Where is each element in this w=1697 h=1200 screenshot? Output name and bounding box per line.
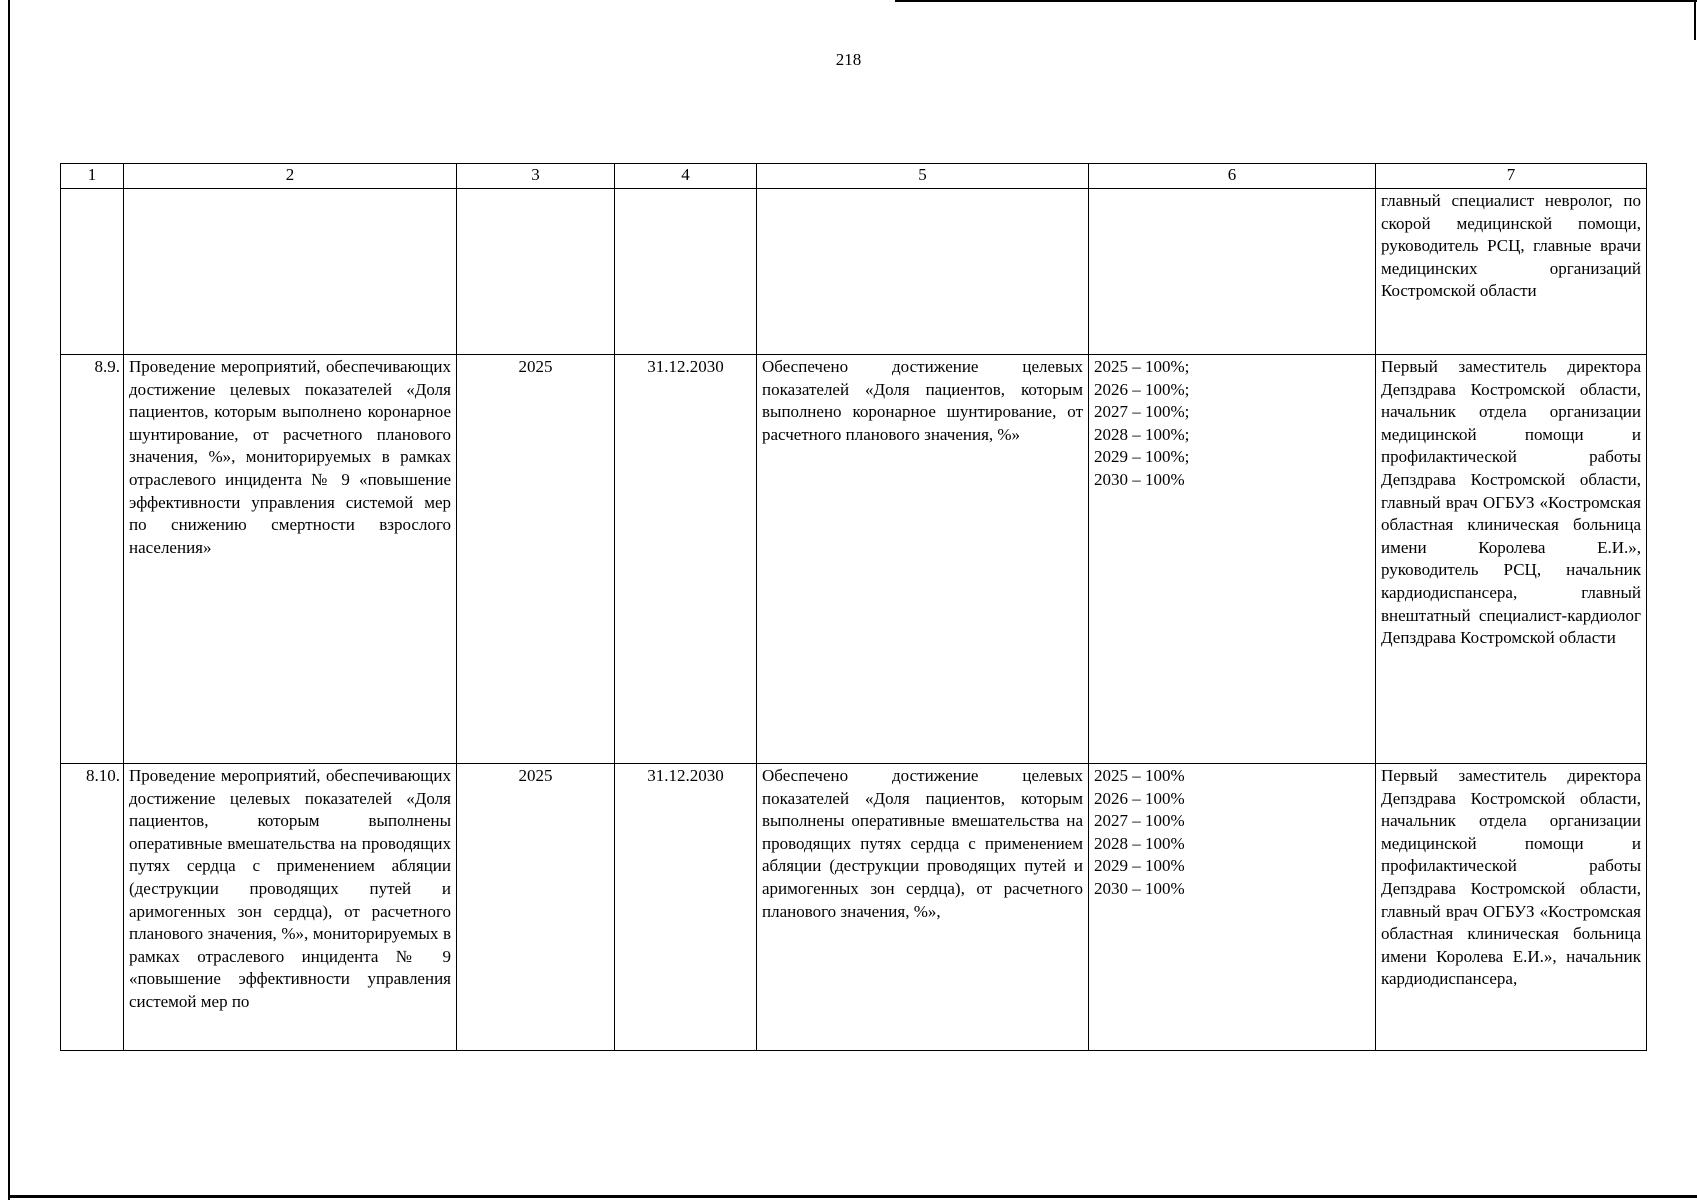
- target-line: 2027 – 100%;: [1094, 402, 1190, 422]
- activity-cell: [124, 189, 457, 355]
- table-header-row: [61, 164, 1647, 189]
- target-line: 2030 – 100%: [1094, 878, 1185, 898]
- result-cell: Обеспечено достижение целевых показателей «Доля пациентов, которым выполнено коронарное шунтирование, от расчетного планового значения, %»: [757, 355, 1089, 764]
- page-frame-right: [1694, 0, 1696, 40]
- responsible-cell: главный специалист невролог, по скорой медицинской помощи, руководитель РСЦ, главные врачи медицинских организаций Костромской области: [1376, 189, 1647, 355]
- target-line: 2025 – 100%;: [1094, 357, 1190, 376]
- start-year-cell: 2025: [457, 355, 615, 764]
- activity-cell: Проведение мероприятий, обеспечивающих достижение целевых показателей «Доля пациентов, которым выполнено коронарное шунтирование, от расчетного планового значения, %», мониторируемых в рамках отраслевого инцидента № 9 «повышение эффективности управления системой мер по снижению смертности взрослого населения»: [124, 355, 457, 764]
- column-header: 2: [124, 164, 457, 189]
- target-line: 2028 – 100%: [1094, 833, 1185, 853]
- table-row: [61, 355, 1647, 764]
- column-header: 7: [1376, 164, 1647, 189]
- target-line: 2028 – 100%;: [1094, 424, 1190, 444]
- start-year-cell: [457, 189, 615, 355]
- page-frame-bottom: [8, 1195, 1697, 1198]
- column-header: 3: [457, 164, 615, 189]
- target-line: 2026 – 100%;: [1094, 379, 1190, 399]
- target-line: 2029 – 100%;: [1094, 447, 1190, 467]
- row-number: [61, 189, 124, 355]
- target-line: 2027 – 100%: [1094, 811, 1185, 831]
- end-date-cell: 31.12.2030: [615, 764, 757, 1051]
- page-frame-left: [8, 0, 10, 1200]
- row-number: 8.10.: [61, 764, 124, 1051]
- activities-table: [60, 163, 1647, 1051]
- activity-cell: Проведение мероприятий, обеспечивающих достижение целевых показателей «Доля пациентов, которым выполнены оперативные вмешательства на проводящих путях сердца с применением абляции (деструкции проводящих путей и аримогенных зон сердца), от расчетного планового значения, %», мониторируемых в рамках отраслевого инцидента № 9 «повышение эффективности управления системой мер по: [124, 764, 457, 1051]
- table-row: [61, 764, 1647, 1051]
- column-header: 6: [1089, 164, 1376, 189]
- column-header: 4: [615, 164, 757, 189]
- row-number: 8.9.: [61, 355, 124, 764]
- result-cell: [757, 189, 1089, 355]
- result-cell: Обеспечено достижение целевых показателей «Доля пациентов, которым выполнены оперативные вмешательства на проводящих путях сердца с применением абляции (деструкции проводящих путей и аримогенных зон сердца), от расчетного планового значения, %»,: [757, 764, 1089, 1051]
- responsible-cell: Первый заместитель директора Депздрава Костромской области, начальник отдела организации медицинской помощи и профилактической работы Депздрава Костромской области, главный врач ОГБУЗ «Костромская областная клиническая больница имени Королева Е.И.», руководитель РСЦ, начальник кардиодиспансера, главный внештатный специалист-кардиолог Депздрава Костромской области: [1376, 355, 1647, 764]
- target-line: 2030 – 100%: [1094, 469, 1185, 489]
- page-number: 218: [835, 50, 862, 69]
- targets-cell: [1089, 189, 1376, 355]
- target-line: 2029 – 100%: [1094, 856, 1185, 876]
- targets-cell: [1089, 355, 1376, 764]
- page-frame-top: [895, 0, 1697, 2]
- responsible-cell: Первый заместитель директора Депздрава Костромской области, начальник отдела организации медицинской помощи и профилактической работы Депздрава Костромской области, главный врач ОГБУЗ «Костромская областная клиническая больница имени Королева Е.И.», начальник кардиодиспансера,: [1376, 764, 1647, 1051]
- end-date-cell: [615, 189, 757, 355]
- end-date-cell: 31.12.2030: [615, 355, 757, 764]
- target-line: 2025 – 100%: [1094, 766, 1185, 785]
- column-header: 1: [61, 164, 124, 189]
- targets-cell: [1089, 764, 1376, 1051]
- target-line: 2026 – 100%: [1094, 788, 1185, 808]
- column-header: 5: [757, 164, 1089, 189]
- table-row: [61, 189, 1647, 355]
- start-year-cell: 2025: [457, 764, 615, 1051]
